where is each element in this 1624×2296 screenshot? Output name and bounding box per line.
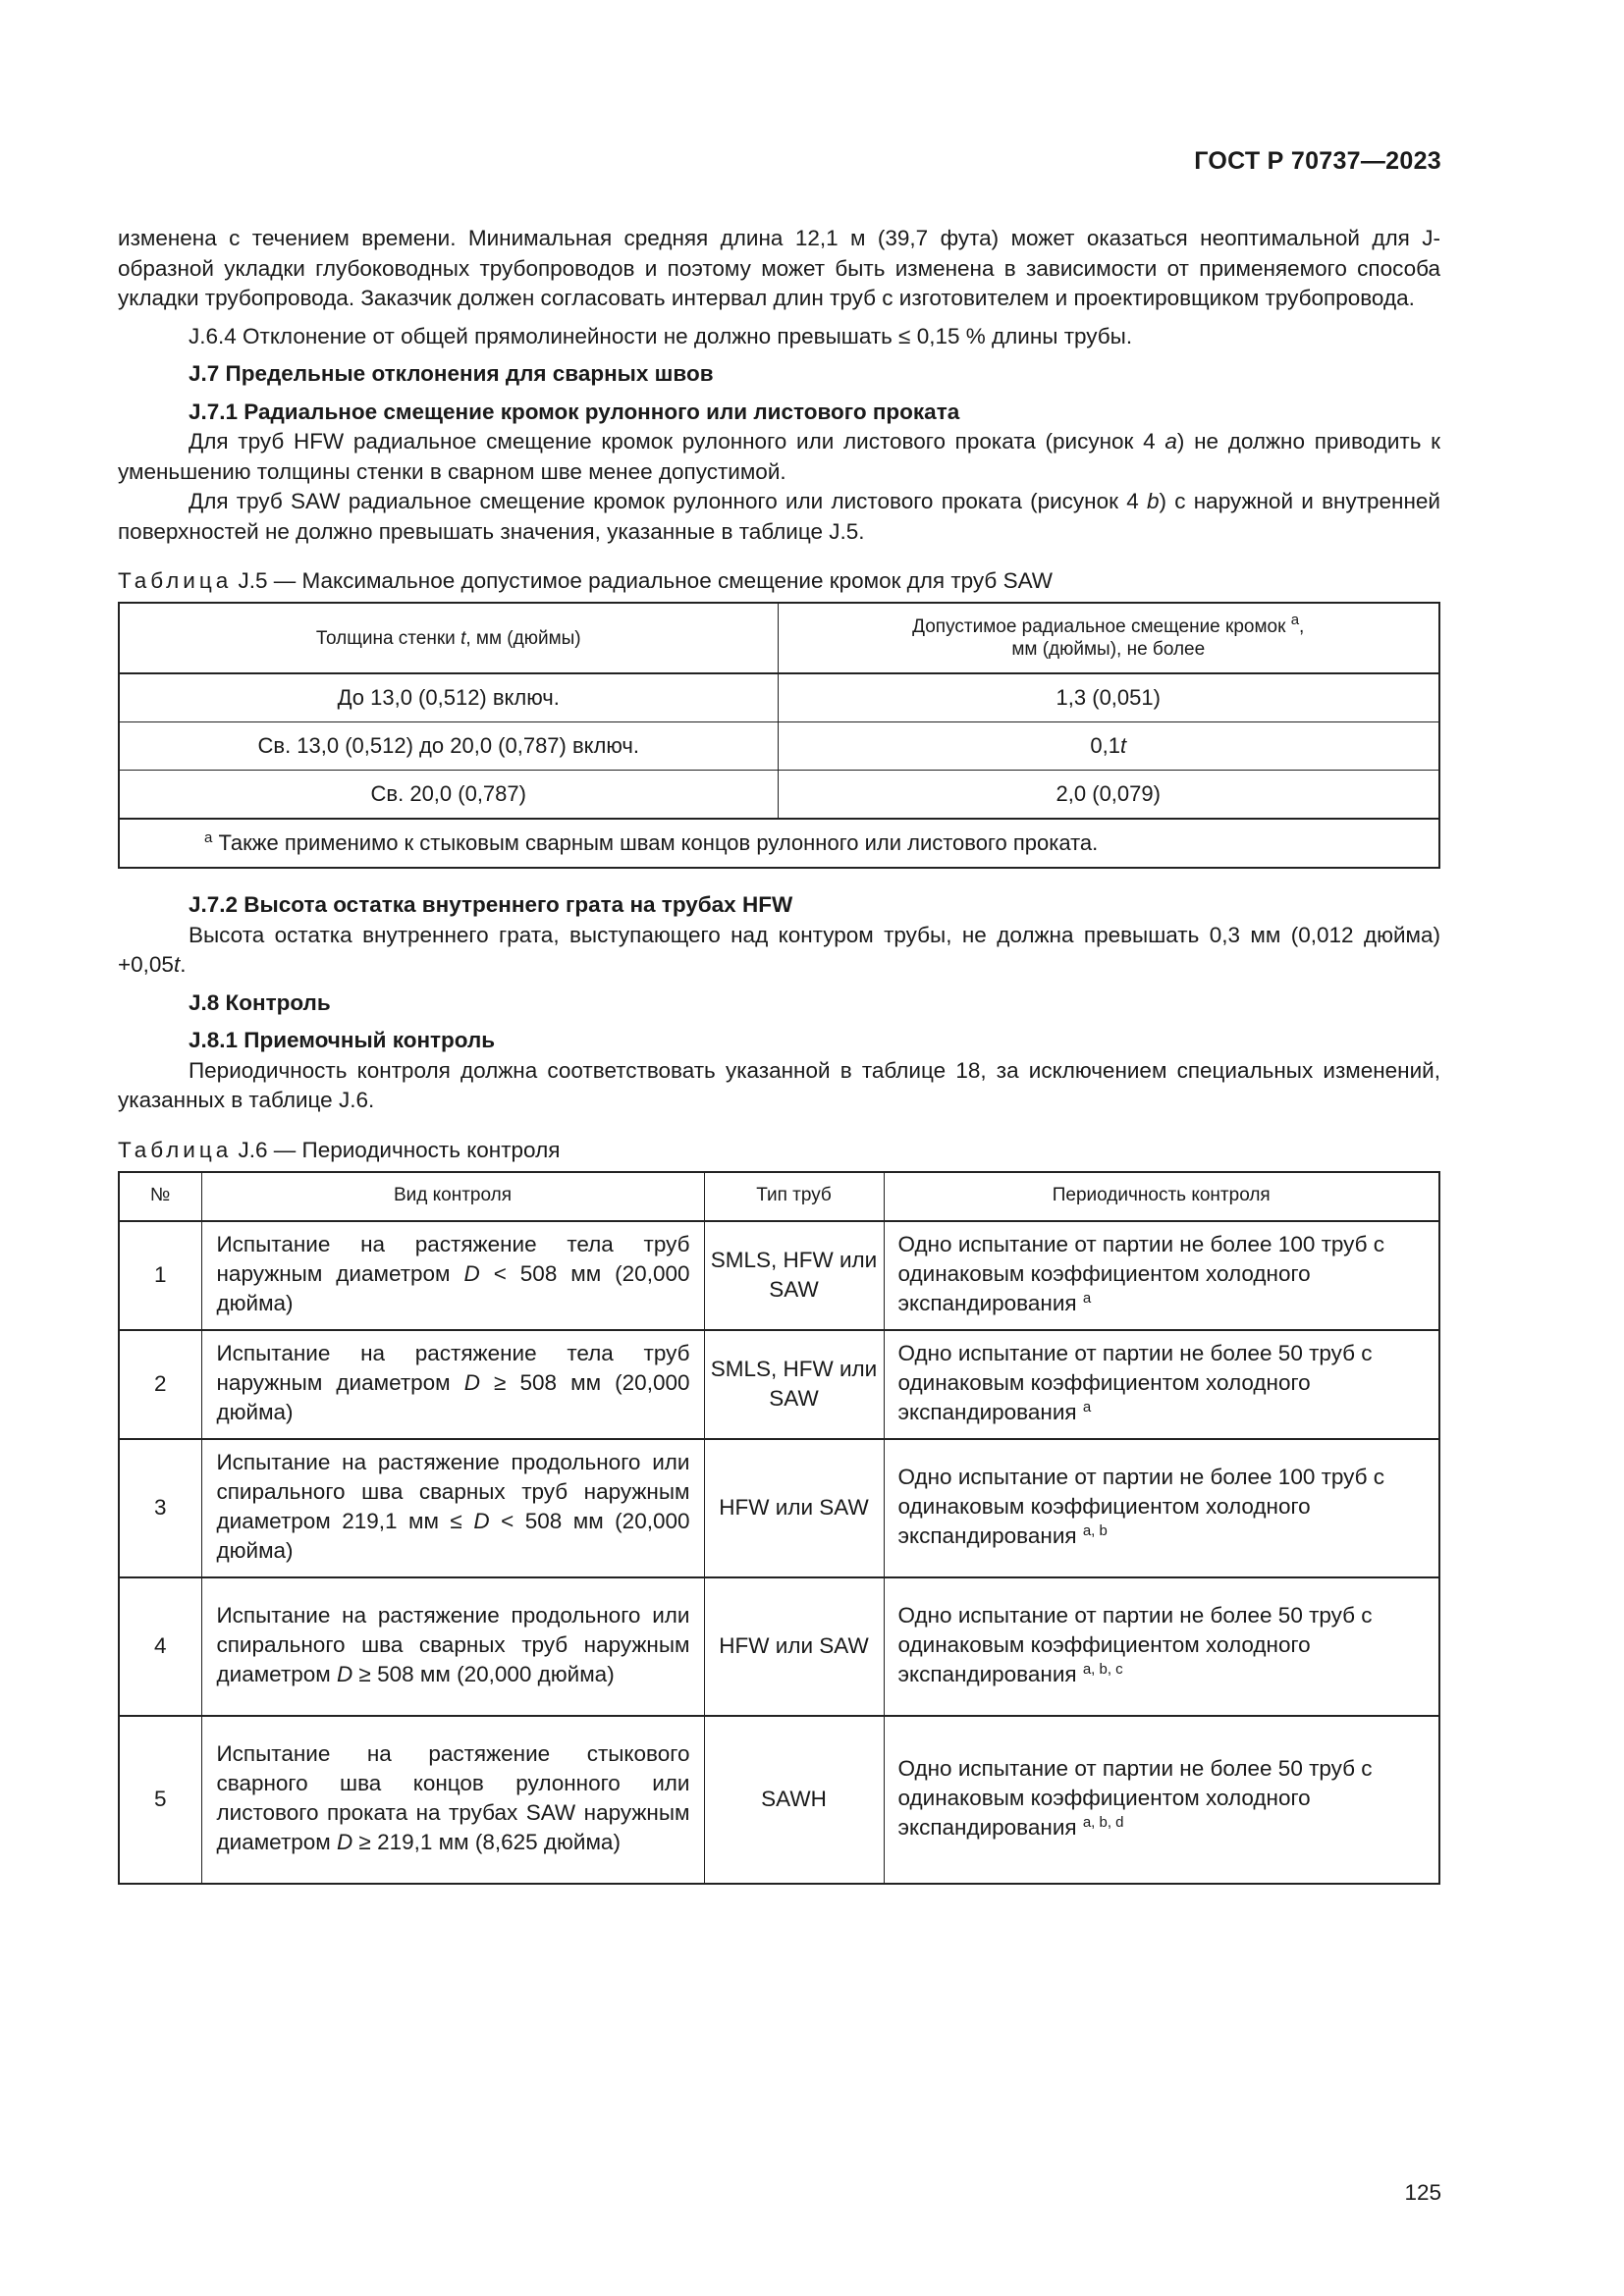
table-cell: SAWH	[704, 1716, 884, 1884]
table-j5	[118, 602, 1440, 869]
table-cell: Св. 20,0 (0,787)	[119, 771, 778, 820]
table-cell: HFW или SAW	[704, 1439, 884, 1577]
table-cell: До 13,0 (0,512) включ.	[119, 673, 778, 722]
table-cell: 3	[119, 1439, 201, 1577]
document-header: ГОСТ Р 70737—2023	[1194, 147, 1441, 175]
column-header: Тип труб	[704, 1172, 884, 1221]
page-number: 125	[1404, 2180, 1441, 2205]
column-header: Вид контроля	[201, 1172, 704, 1221]
paragraph: J.6.4 Отклонение от общей прямолинейности не должно превышать ≤ 0,15 % длины трубы.	[189, 323, 1133, 348]
table-row	[119, 1577, 1439, 1716]
table-row	[119, 1716, 1439, 1884]
column-header: Периодичность контроля	[884, 1172, 1439, 1221]
table-cell: Испытание на растяжение тела труб наружным диаметром D ≥ 508 мм (20,000 дюйма)	[201, 1330, 704, 1439]
table-row	[119, 1330, 1439, 1439]
table-row	[119, 771, 1439, 820]
table-cell: SMLS, HFW или SAW	[704, 1330, 884, 1439]
table-cell: 2,0 (0,079)	[778, 771, 1439, 820]
subsection-heading: J.7.2 Высота остатка внутреннего грата на трубах HFW	[189, 892, 793, 917]
table-cell: Испытание на растяжение стыкового сварного шва концов рулонного или листового проката на трубах SAW наружным диаметром D ≥ 219,1 мм (8,625 дюйма)	[201, 1716, 704, 1884]
table-cell: Одно испытание от партии не более 100 труб с одинаковым коэффициентом холодного экспандирования $^{a, b}$	[884, 1439, 1439, 1577]
paragraph: Для труб SAW радиальное смещение кромок рулонного или листового проката (рисунок 4 b) с наружной и внутренней поверхностей не должно превышать значения, указанные в таблице J.5.	[118, 489, 1440, 544]
paragraph: Для труб HFW радиальное смещение кромок рулонного или листового проката (рисунок 4 a) не должно приводить к уменьшению толщины стенки в сварном шве менее допустимой.	[118, 429, 1440, 484]
table-cell: 5	[119, 1716, 201, 1884]
table-row	[119, 722, 1439, 771]
table-cell: 1	[119, 1221, 201, 1330]
subsection-heading: J.8.1 Приемочный контроль	[189, 1028, 496, 1052]
table-caption: Таблица J.6 — Периодичность контроля	[118, 1137, 561, 1162]
table-cell: 2	[119, 1330, 201, 1439]
table-cell: Испытание на растяжение продольного или спирального шва сварных труб наружным диаметром D ≥ 508 мм (20,000 дюйма)	[201, 1577, 704, 1716]
document-body	[118, 224, 1440, 1885]
table-row	[119, 1439, 1439, 1577]
table-cell: Испытание на растяжение тела труб наружным диаметром D < 508 мм (20,000 дюйма)	[201, 1221, 704, 1330]
table-cell: HFW или SAW	[704, 1577, 884, 1716]
table-caption: Таблица J.5 — Максимальное допустимое радиальное смещение кромок для труб SAW	[118, 568, 1053, 593]
subsection-heading: J.7.1 Радиальное смещение кромок рулонного или листового проката	[189, 399, 960, 424]
paragraph: Высота остатка внутреннего грата, выступающего над контуром трубы, не должна превышать 0,3 мм (0,012 дюйма) +0,05t.	[118, 922, 1440, 977]
column-header: №	[119, 1172, 201, 1221]
section-heading: J.7 Предельные отклонения для сварных швов	[189, 361, 714, 386]
table-row	[119, 673, 1439, 722]
table-cell: 0,1t	[778, 722, 1439, 771]
paragraph: изменена с течением времени. Минимальная средняя длина 12,1 м (39,7 фута) может оказаться неоптимальной для J-образной укладки глубоководных трубопроводов и поэтому может быть изменена в зависимости от применяемого способа укладки трубопровода. Заказчик должен согласовать интервал длин труб с изготовителем и проектировщиком трубопровода.	[118, 226, 1440, 310]
table-cell: 4	[119, 1577, 201, 1716]
table-cell: Испытание на растяжение продольного или спирального шва сварных труб наружным диаметром 219,1 мм ≤ D < 508 мм (20,000 дюйма)	[201, 1439, 704, 1577]
table-cell: 1,3 (0,051)	[778, 673, 1439, 722]
table-cell: SMLS, HFW или SAW	[704, 1221, 884, 1330]
table-cell: Одно испытание от партии не более 50 труб с одинаковым коэффициентом холодного экспандирования $^a$	[884, 1330, 1439, 1439]
table-j6	[118, 1171, 1440, 1885]
paragraph: Периодичность контроля должна соответствовать указанной в таблице 18, за исключением специальных изменений, указанных в таблице J.6.	[118, 1057, 1440, 1112]
table-row	[119, 1221, 1439, 1330]
column-header: Допустимое радиальное смещение кромок $^a$, мм (дюймы), не более	[778, 603, 1439, 673]
table-cell: Одно испытание от партии не более 50 труб с одинаковым коэффициентом холодного экспандирования $^{a, b, c}$	[884, 1577, 1439, 1716]
table-cell: Одно испытание от партии не более 50 труб с одинаковым коэффициентом холодного экспандирования $^{a, b, d}$	[884, 1716, 1439, 1884]
column-header: Толщина стенки t, мм (дюймы)	[119, 603, 778, 673]
table-footnote: $^a$ Также применимо к стыковым сварным швам концов рулонного или листового проката.	[119, 819, 1439, 868]
table-cell: Одно испытание от партии не более 100 труб с одинаковым коэффициентом холодного экспандирования $^a$	[884, 1221, 1439, 1330]
table-cell: Св. 13,0 (0,512) до 20,0 (0,787) включ.	[119, 722, 778, 771]
section-heading: J.8 Контроль	[189, 989, 331, 1015]
